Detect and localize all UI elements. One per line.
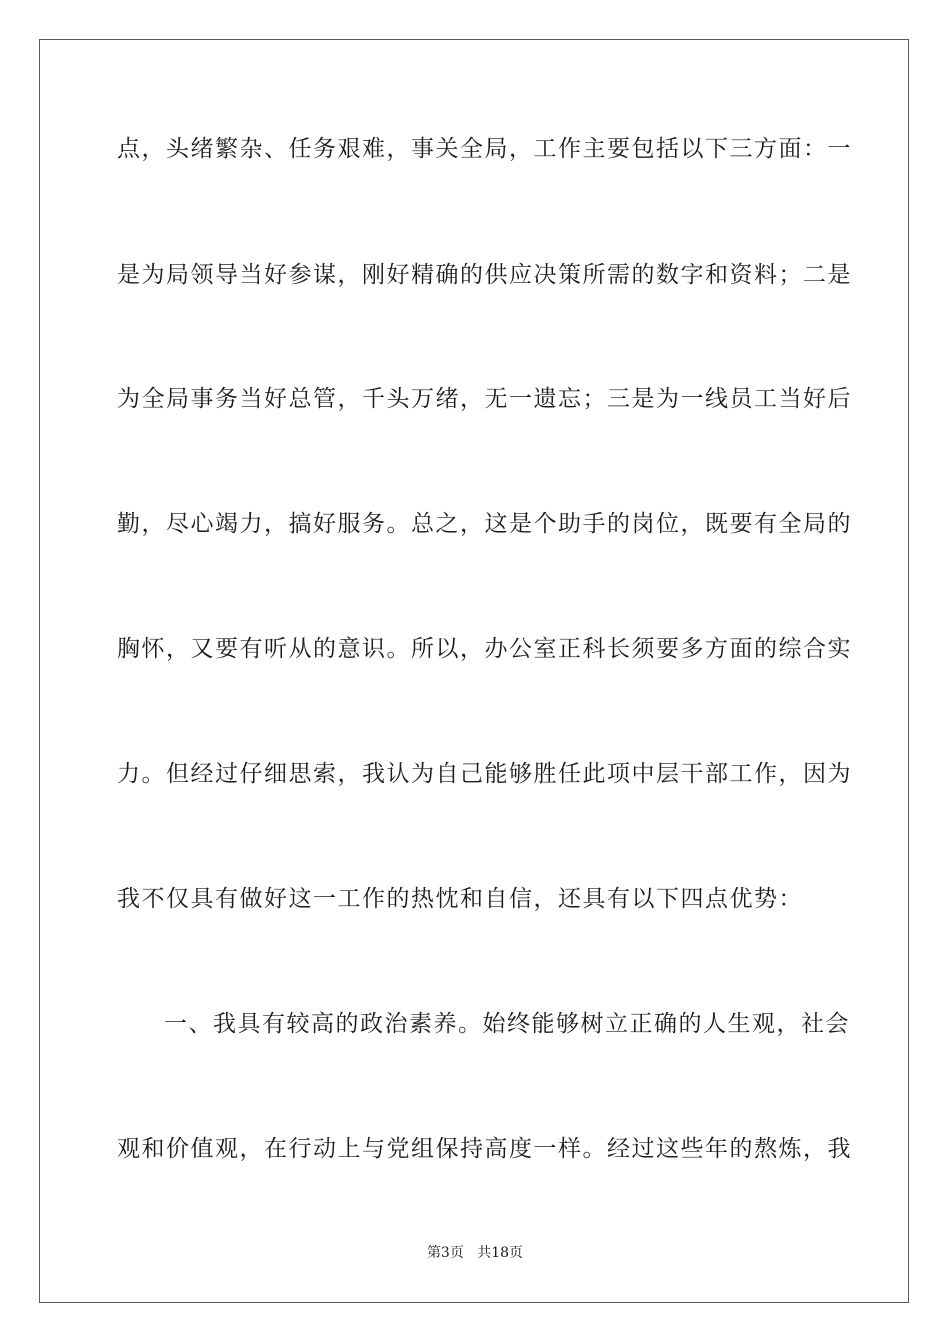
- body-line: 为全局事务当好总管，千头万绪，无一遗忘；三是为一线员工当好后: [117, 386, 852, 412]
- body-line: 点，头绪繁杂、任务艰难，事关全局，工作主要包括以下三方面：一: [117, 136, 852, 162]
- page-total: 共18页: [477, 1245, 524, 1261]
- page-number: 第3页: [426, 1245, 464, 1261]
- body-line: 观和价值观，在行动上与党组保持高度一样。经过这些年的熬炼，我: [117, 1136, 852, 1162]
- page-frame: [39, 39, 909, 1303]
- paragraph-first-line: 一、我具有较高的政治素养。始终能够树立正确的人生观，社会: [164, 1011, 850, 1037]
- body-line: 是为局领导当好参谋，刚好精确的供应决策所需的数字和资料；二是: [117, 262, 852, 288]
- body-line: 我不仅具有做好这一工作的热忱和自信，还具有以下四点优势：: [117, 886, 803, 912]
- body-line: 力。但经过仔细思索，我认为自己能够胜任此项中层干部工作，因为: [117, 761, 852, 787]
- body-line: 勤，尽心竭力，搞好服务。总之，这是个助手的岗位，既要有全局的: [117, 511, 852, 537]
- page-footer: [0, 1242, 950, 1262]
- body-line: 胸怀，又要有听从的意识。所以，办公室正科长须要多方面的综合实: [117, 636, 852, 662]
